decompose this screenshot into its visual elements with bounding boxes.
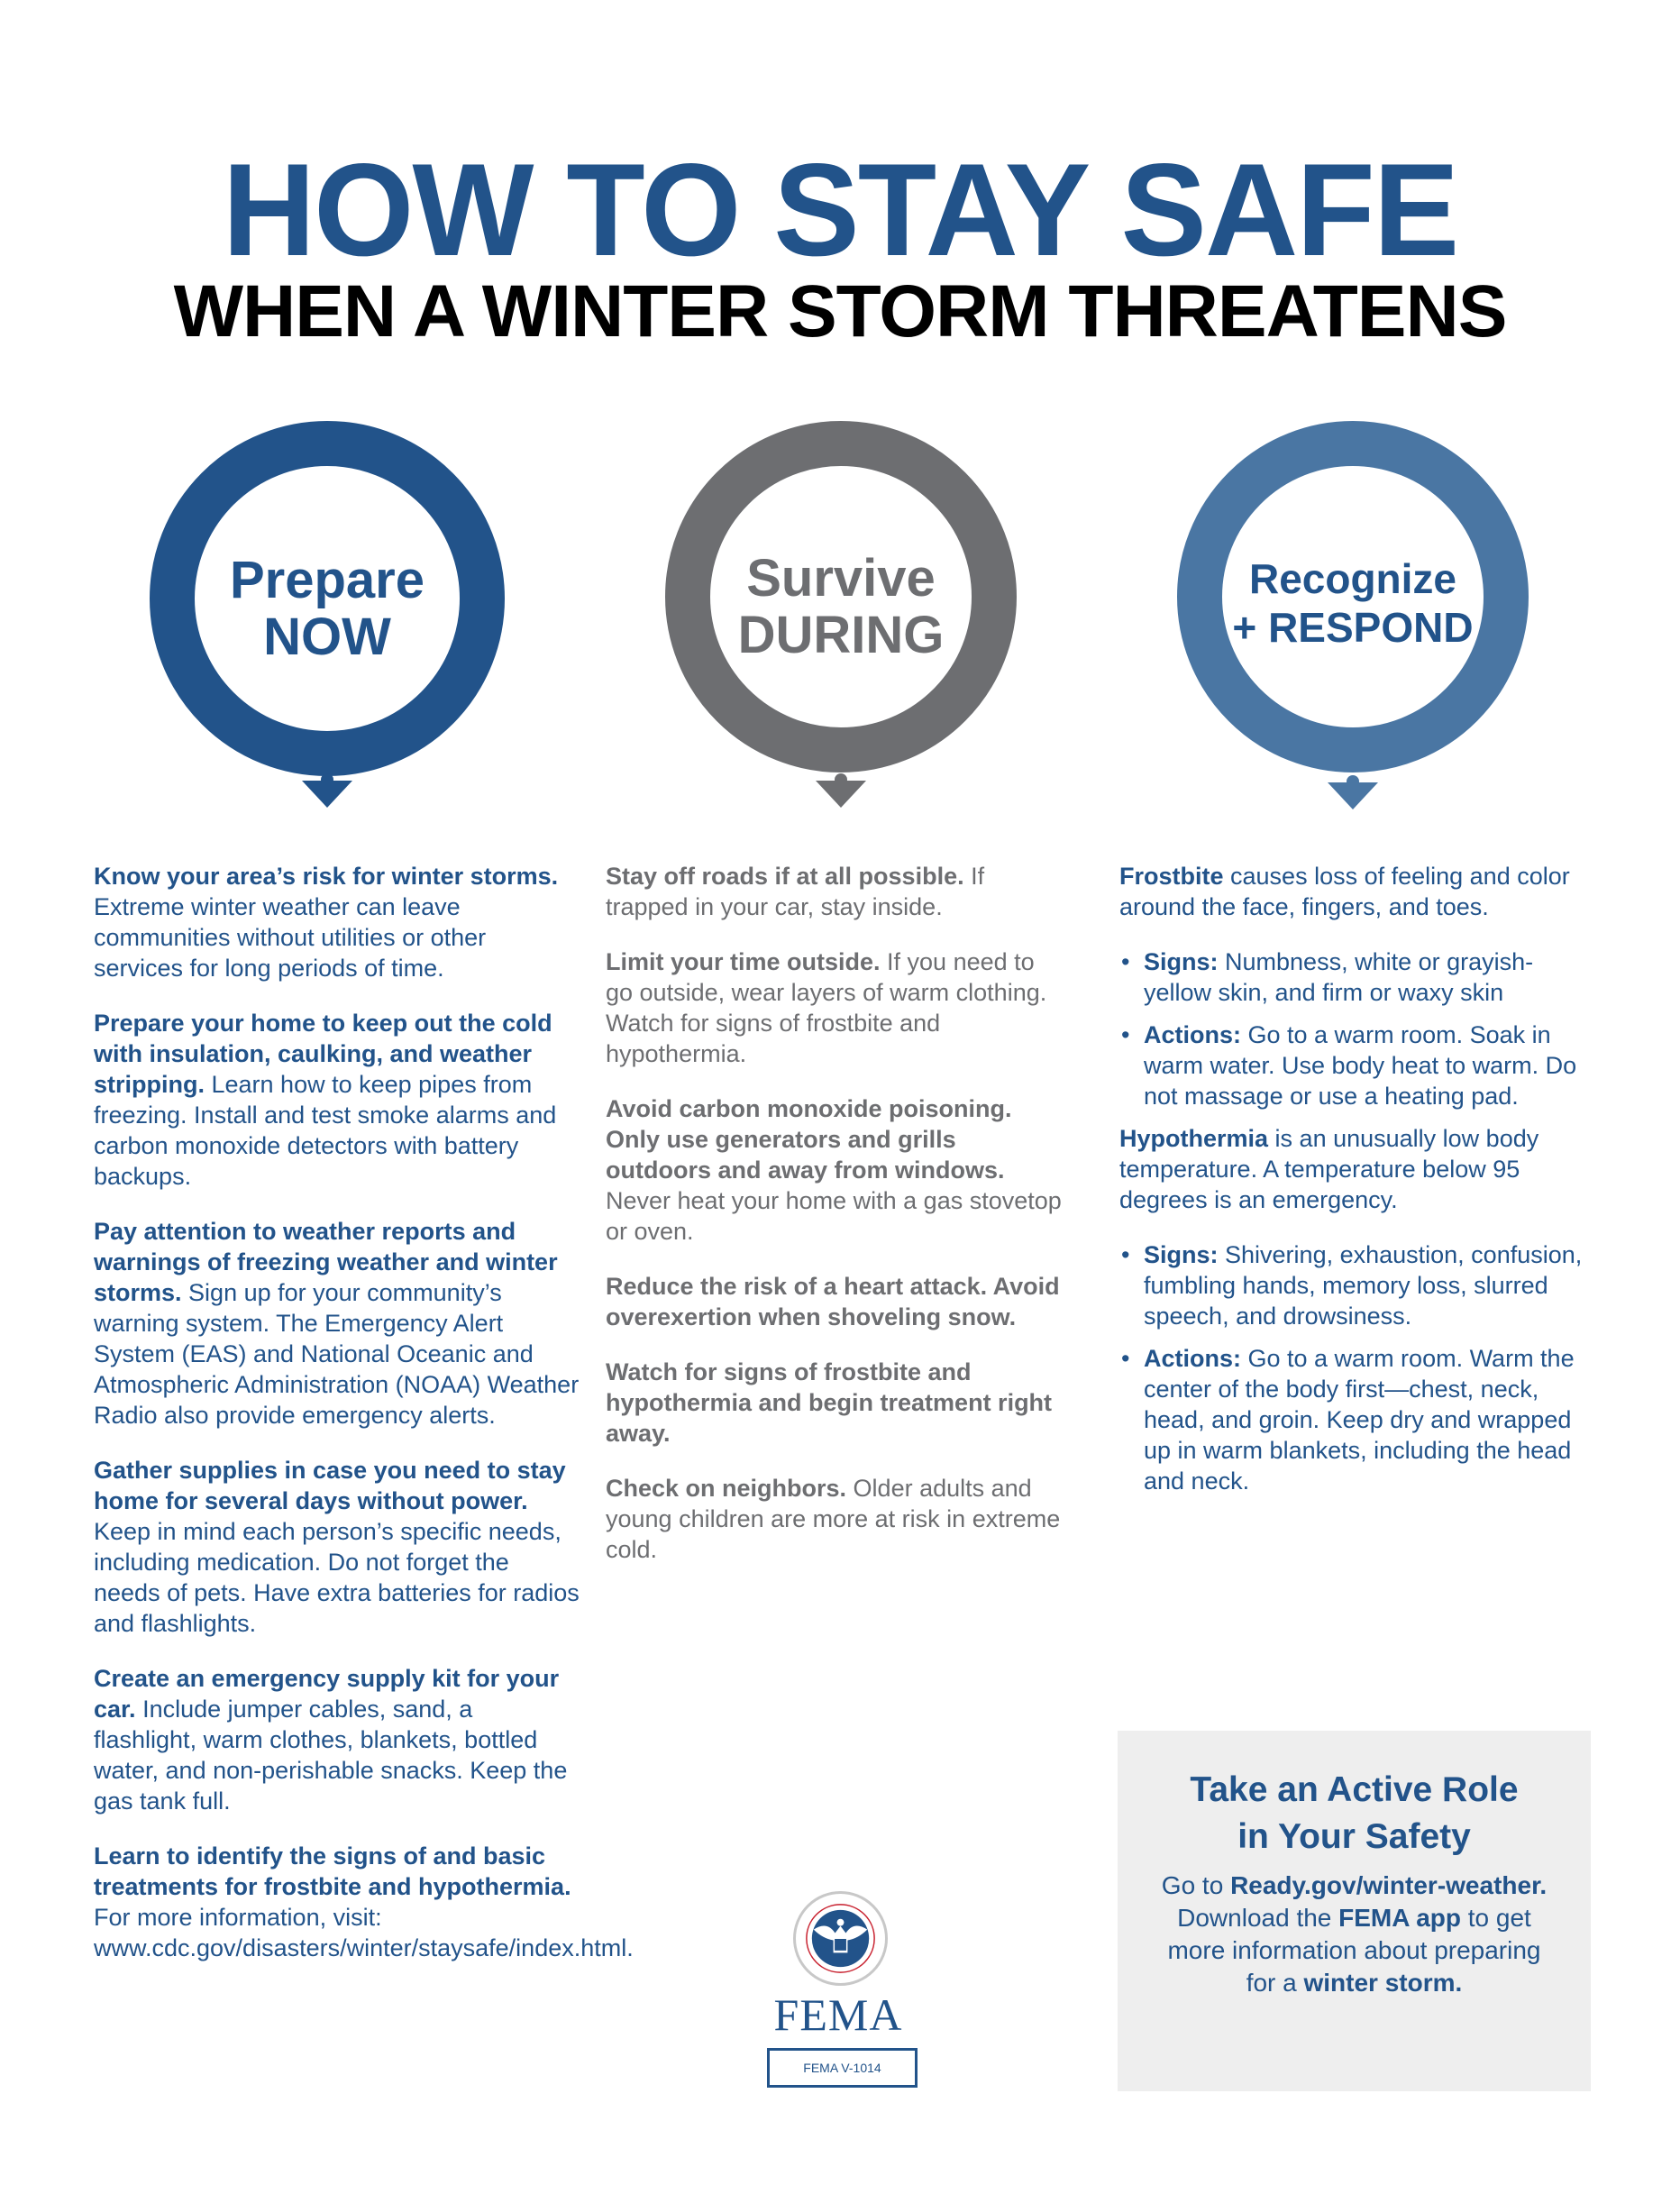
frostbite-intro: Frostbite causes loss of feeling and color around the face, fingers, and toes. xyxy=(1119,863,1570,920)
frostbite-bullets xyxy=(1119,946,1597,1111)
page-subtitle: WHEN A WINTER STORM THREATENS xyxy=(173,270,1507,352)
respond-ring-line2: + RESPOND xyxy=(1232,604,1474,652)
prepare-item: Pay attention to weather reports and warnings of freezing weather and winter storms. Sign up for your community’s warning system. The Emergency Alert System (EAS) and National Oceanic and Atmospheric Administration (NOAA) Weather Radio also provide emergency alerts. xyxy=(94,1218,580,1429)
frostbite-actions: • Actions: Go to a warm room. Soak in warm water. Use body heat to warm. Do not massage or use a heating pad. xyxy=(1119,1019,1597,1111)
survive-item: Avoid carbon monoxide poisoning. Only use generators and grills outdoors and away from windows. Never heat your home with a gas stovetop or oven. xyxy=(606,1095,1062,1245)
survive-ring-line2: DURING xyxy=(737,605,945,664)
survive-item: Limit your time outside. If you need to go outside, wear layers of warm clothing. Watch for signs of frostbite and hypothermia. xyxy=(606,948,1047,1067)
callout-body: Go to Ready.gov/winter-weather. Download the FEMA app to get more information about preparing for a winter storm. xyxy=(1161,1871,1548,1997)
ready-gov-link[interactable]: Ready.gov/winter-weather. xyxy=(1230,1871,1548,1899)
survive-item: Stay off roads if at all possible. If trapped in your car, stay inside. xyxy=(606,863,985,920)
fema-app-mention: FEMA app xyxy=(1338,1904,1461,1932)
respond-arrow-down-icon xyxy=(1328,782,1378,809)
callout-title: Take an Active Role in Your Safety xyxy=(1190,1770,1519,1856)
prepare-item-cdc-link: Learn to identify the signs of and basic treatments for frostbite and hypothermia. For more information, visit: www.cdc.gov/disasters/winter/staysafe/index.html. xyxy=(94,1842,634,1961)
survive-during-ring xyxy=(665,421,1017,773)
prepare-item: Prepare your home to keep out the cold with insulation, caulking, and weather stripping. Learn how to keep pipes from freezing. Install and test smoke alarms and carbon monoxide detectors with battery backups. xyxy=(94,1010,557,1190)
respond-column xyxy=(1119,861,1597,1508)
hypothermia-signs: • Signs: Shivering, exhaustion, confusion, fumbling hands, memory loss, slurred speech, and drowsiness. xyxy=(1119,1239,1597,1331)
prepare-ring-line1: Prepare xyxy=(229,551,425,609)
document-code: FEMA V-1014 xyxy=(767,2048,918,2088)
fema-wordmark: FEMA xyxy=(773,1989,903,2040)
prepare-column xyxy=(94,861,634,1988)
prepare-ring-line2: NOW xyxy=(263,607,391,666)
prepare-arrow-down-icon xyxy=(302,781,352,808)
respond-ring-line1: Recognize xyxy=(1248,555,1457,602)
prepare-item: Gather supplies in case you need to stay home for several days without power. Keep in mind each person’s specific needs, including medication. Do not forget the needs of pets. Have extra batteries for radios and flashlights. xyxy=(94,1457,580,1637)
survive-item: Reduce the risk of a heart attack. Avoid overexertion when shoveling snow. xyxy=(606,1273,1060,1330)
hypothermia-actions: • Actions: Go to a warm room. Warm the center of the body first—chest, neck, head, and groin. Keep dry and wrapped up in warm blankets, including the head and neck. xyxy=(1119,1343,1597,1496)
survive-ring-line1: Survive xyxy=(746,549,936,608)
survive-column xyxy=(606,861,1065,1589)
prepare-now-ring xyxy=(150,421,505,776)
survive-item: Check on neighbors. Older adults and young children are more at risk in extreme cold. xyxy=(606,1475,1061,1563)
frostbite-signs: • Signs: Numbness, white or grayish-yellow skin, and firm or waxy skin xyxy=(1119,946,1597,1008)
active-role-callout xyxy=(1118,1731,1591,2091)
survive-arrow-down-icon xyxy=(816,781,866,808)
dhs-seal-icon xyxy=(793,1891,888,1986)
prepare-item: Create an emergency supply kit for your car. Include jumper cables, sand, a flashlight, warm clothes, blankets, bottled water, and non-perishable snacks. Keep the gas tank full. xyxy=(94,1665,568,1815)
survive-item: Watch for signs of frostbite and hypothermia and begin treatment right away. xyxy=(606,1358,1053,1447)
hypothermia-bullets xyxy=(1119,1239,1597,1496)
recognize-respond-ring xyxy=(1177,421,1529,773)
prepare-item: Know your area’s risk for winter storms. Extreme winter weather can leave communities without utilities or other services for long periods of time. xyxy=(94,863,559,982)
hypothermia-intro: Hypothermia is an unusually low body temperature. A temperature below 95 degrees is an emergency. xyxy=(1119,1125,1539,1213)
page-title: HOW TO STAY SAFE xyxy=(222,136,1458,283)
